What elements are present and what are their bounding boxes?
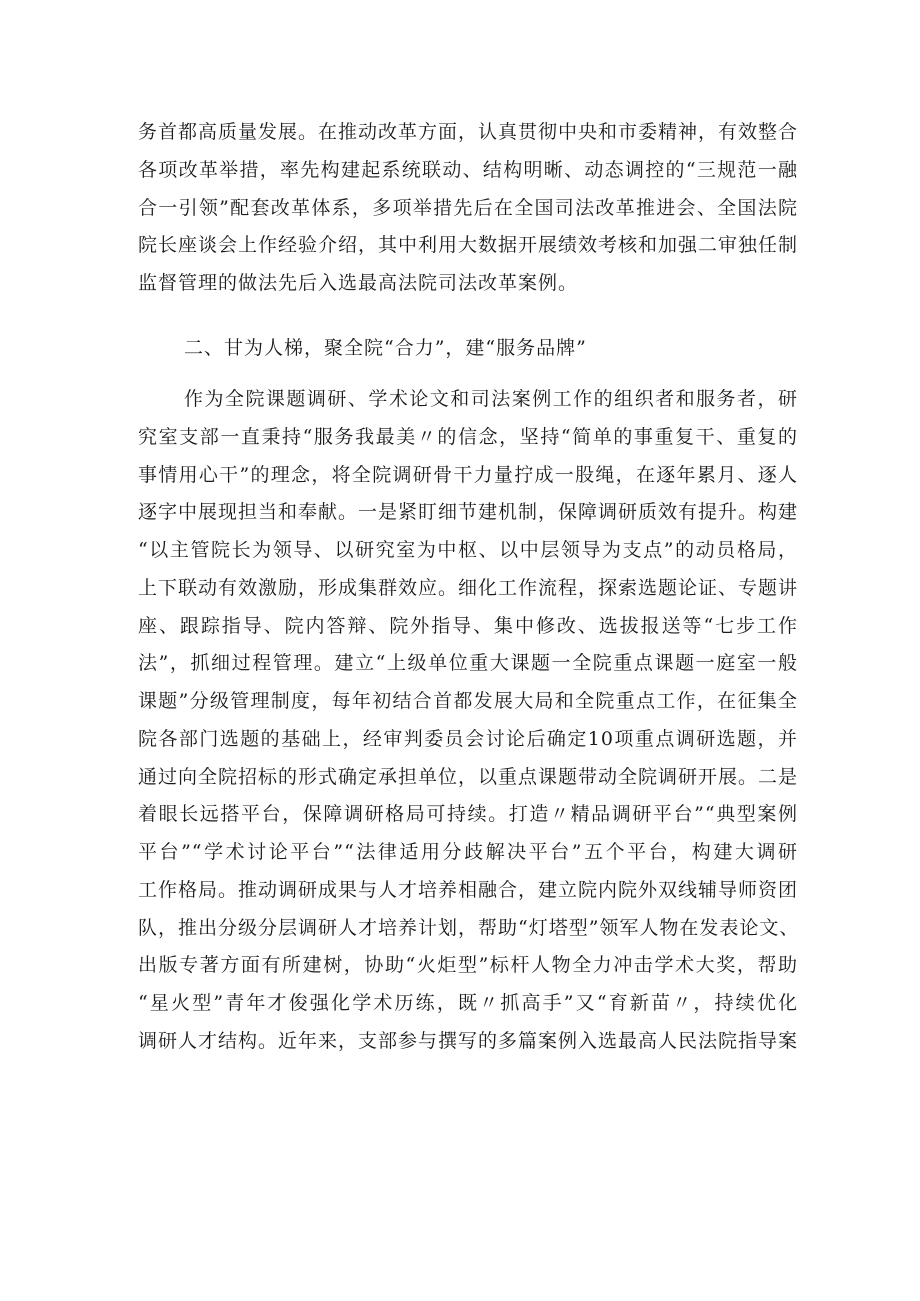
paragraph-2-line: 课题”分级管理制度，每年初结合首都发展大局和全院重点工作，在征集全 bbox=[138, 690, 798, 712]
paragraph-2-line: 作为全院课题调研、学术论文和司法案例工作的组织者和服务者，研 bbox=[184, 388, 798, 410]
paragraph-1-line: 监督管理的做法先后入选最高法院司法改革案例。 bbox=[138, 272, 579, 294]
paragraph-2-line: 究室支部一直秉持“服务我最美〃的信念，坚持“简单的事重复干、重复的 bbox=[138, 425, 798, 448]
paragraph-2-line: “以主管院长为领导、以研究室为中枢、以中层领导为支点”的动员格局， bbox=[138, 539, 798, 561]
paragraph-2-line: 通过向全院招标的形式确定承担单位，以重点课题带动全院调研开展。二是 bbox=[138, 765, 799, 788]
paragraph-2-line: 逐字中展现担当和奉献。一是紧盯细节建机制，保障调研质效有提升。构建 bbox=[138, 501, 799, 524]
paragraph-1-line: 各项改革举措，率先构建起系统联动、结构明晰、动态调控的“三规范一融 bbox=[138, 158, 798, 181]
paragraph-2-line: 着眼长远搭平台，保障调研格局可持续。打造〃精品调研平台”“典型案例 bbox=[138, 803, 798, 826]
paragraph-2 bbox=[138, 381, 798, 1061]
paragraph-1-line: 合一引领”配套改革体系，多项举措先后在全国司法改革推进会、全国法院 bbox=[138, 196, 798, 219]
paragraph-2-line: 院各部门选题的基础上，经审判委员会讨论后确定10项重点调研选题，并 bbox=[138, 727, 798, 750]
paragraph-2-line: “星火型”青年才俊强化学术历练，既〃抓高手”又“育新苗〃，持续优化 bbox=[138, 992, 798, 1014]
paragraph-2-line: 平台”“学术讨论平台”“法律适用分歧解决平台”五个平台，构建大调研 bbox=[138, 841, 798, 863]
paragraph-2-line: 法”，抓细过程管理。建立“上级单位重大课题一全院重点课题一庭室一般 bbox=[138, 652, 798, 675]
paragraph-1 bbox=[138, 114, 798, 303]
paragraph-2-line: 调研人才结构。近年来，支部参与撰写的多篇案例入选最高人民法院指导案 bbox=[138, 1029, 799, 1052]
paragraph-2-line: 工作格局。推动调研成果与人才培养相融合，建立院内院外双线辅导师资团 bbox=[138, 878, 799, 901]
paragraph-2-line: 座、跟踪指导、院内答辩、院外指导、集中修改、选拔报送等“七步工作 bbox=[138, 614, 798, 637]
paragraph-2-line: 上下联动有效激励，形成集群效应。细化工作流程，探索选题论证、专题讲 bbox=[138, 576, 799, 599]
paragraph-2-line: 队，推出分级分层调研人才培养计划，帮助“灯塔型”领军人物在发表论文、 bbox=[138, 916, 800, 939]
section-heading: 二、甘为人梯，聚全院“合力”，建“服务品牌” bbox=[184, 337, 587, 359]
paragraph-1-line: 务首都高质量发展。在推动改革方面，认真贯彻中央和市委精神，有效整合 bbox=[138, 121, 799, 143]
paragraph-1-line: 院长座谈会上作经验介绍，其中利用大数据开展绩效考核和加强二审独任制 bbox=[138, 234, 799, 257]
paragraph-2-line: 出版专著方面有所建树，协助“火炬型”标杆人物全力冲击学术大奖，帮助 bbox=[138, 954, 798, 977]
paragraph-2-line: 事情用心干”的理念，将全院调研骨干力量拧成一股绳，在逐年累月、逐人 bbox=[138, 463, 798, 486]
